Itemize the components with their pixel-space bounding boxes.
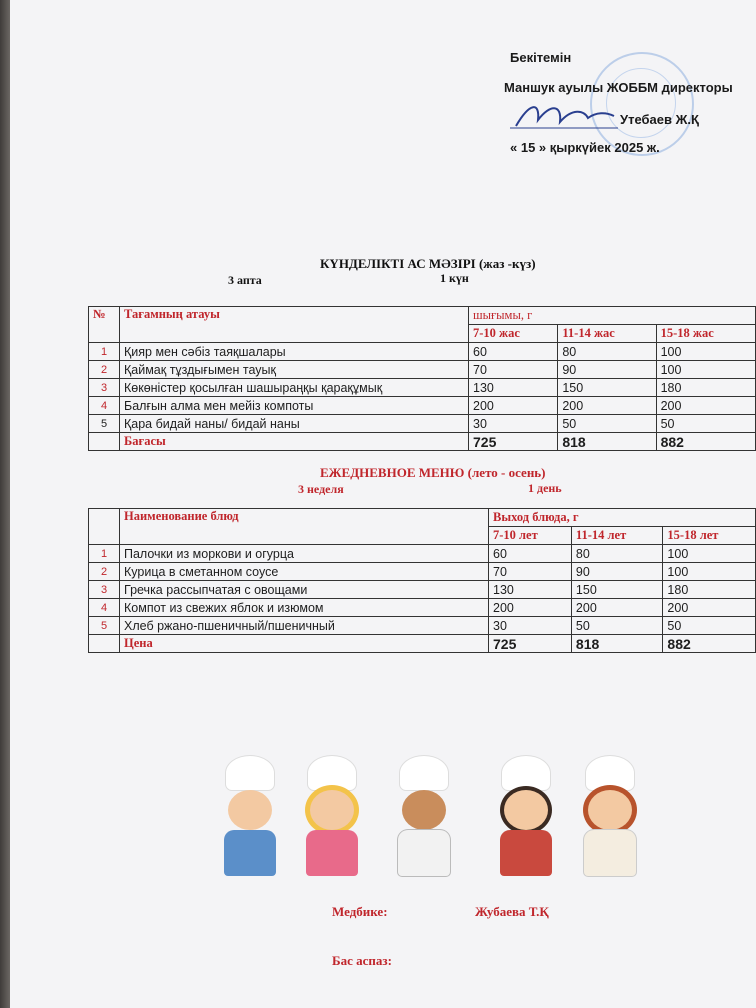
output-value: 180 <box>656 379 755 397</box>
output-value: 100 <box>656 361 755 379</box>
approval-heading: Бекітемін <box>510 50 572 65</box>
row-number: 2 <box>89 563 120 581</box>
dish-name: Көкөністер қосылған шашыраңқы қарақұмық <box>120 379 469 397</box>
output-value: 50 <box>571 617 663 635</box>
total-row <box>89 433 756 451</box>
table-row <box>89 361 756 379</box>
total-value: 725 <box>489 635 572 653</box>
dish-name: Палочки из моркови и огурца <box>120 545 489 563</box>
age-col: 11-14 жас <box>558 325 656 343</box>
empty-cell <box>89 433 120 451</box>
row-number: 3 <box>89 581 120 599</box>
output-value: 70 <box>489 563 572 581</box>
row-number: 4 <box>89 397 120 415</box>
output-value: 100 <box>663 545 756 563</box>
ru-menu-table <box>88 508 756 653</box>
empty-cell <box>89 635 120 653</box>
dish-name: Курица в сметанном соусе <box>120 563 489 581</box>
output-value: 200 <box>663 599 756 617</box>
table-row <box>89 545 756 563</box>
table-row <box>89 397 756 415</box>
table-row <box>89 599 756 617</box>
kz-title: КҮНДЕЛІКТІ АС МӘЗІРІ (жаз -күз) <box>320 256 536 271</box>
output-value: 60 <box>469 343 558 361</box>
table-row <box>89 379 756 397</box>
column-number: № <box>89 307 120 343</box>
table-row <box>89 415 756 433</box>
chef-kid-illustration-icon <box>210 756 290 886</box>
chef-kid-illustration-icon <box>292 756 372 886</box>
kz-week: 3 апта <box>228 273 262 287</box>
dish-name: Компот из свежих яблок и изюмом <box>120 599 489 617</box>
age-col: 7-10 лет <box>489 527 572 545</box>
output-value: 200 <box>489 599 572 617</box>
approval-date: « 15 » қыркүйек 2025 ж. <box>510 140 660 155</box>
total-label: Бағасы <box>120 433 469 451</box>
table-row <box>89 581 756 599</box>
column-output: шығымы, г <box>469 307 756 325</box>
output-value: 80 <box>558 343 656 361</box>
total-value: 882 <box>663 635 756 653</box>
total-label: Цена <box>120 635 489 653</box>
output-value: 200 <box>571 599 663 617</box>
ru-week: 3 неделя <box>298 482 344 496</box>
head-chef-label: Бас аспаз: <box>332 953 392 968</box>
output-value: 180 <box>663 581 756 599</box>
total-row <box>89 635 756 653</box>
age-col: 15-18 жас <box>656 325 755 343</box>
row-number: 1 <box>89 545 120 563</box>
output-value: 90 <box>571 563 663 581</box>
chef-kid-illustration-icon <box>384 756 464 886</box>
total-value: 818 <box>571 635 663 653</box>
age-col: 7-10 жас <box>469 325 558 343</box>
output-value: 100 <box>656 343 755 361</box>
kz-day: 1 күн <box>440 271 469 285</box>
dish-name: Қаймақ тұздығымен тауық <box>120 361 469 379</box>
output-value: 60 <box>489 545 572 563</box>
kz-menu-table <box>88 306 756 451</box>
table-header-row <box>89 509 756 527</box>
photo-edge <box>0 0 10 1008</box>
output-value: 30 <box>469 415 558 433</box>
output-value: 130 <box>489 581 572 599</box>
output-value: 200 <box>558 397 656 415</box>
column-output: Выход блюда, г <box>489 509 756 527</box>
output-value: 200 <box>469 397 558 415</box>
table-row <box>89 563 756 581</box>
dish-name: Қара бидай наны/ бидай наны <box>120 415 469 433</box>
signature-icon <box>510 98 620 132</box>
total-value: 818 <box>558 433 656 451</box>
output-value: 50 <box>663 617 756 635</box>
chef-kid-illustration-icon <box>570 756 650 886</box>
dish-name: Балғын алма мен мейіз компоты <box>120 397 469 415</box>
output-value: 80 <box>571 545 663 563</box>
ru-title: ЕЖЕДНЕВНОЕ МЕНЮ (лето - осень) <box>320 465 546 480</box>
column-number <box>89 509 120 545</box>
output-value: 70 <box>469 361 558 379</box>
chef-kid-illustration-icon <box>486 756 566 886</box>
output-value: 100 <box>663 563 756 581</box>
output-value: 200 <box>656 397 755 415</box>
approval-school: Маншук ауылы ЖОББМ директоры <box>504 80 733 95</box>
table-row <box>89 343 756 361</box>
document-page <box>10 0 756 1008</box>
output-value: 50 <box>656 415 755 433</box>
age-col: 15-18 лет <box>663 527 756 545</box>
total-value: 725 <box>469 433 558 451</box>
total-value: 882 <box>656 433 755 451</box>
nurse-name: Жубаева Т.Қ <box>475 904 549 919</box>
table-header-row <box>89 307 756 325</box>
row-number: 2 <box>89 361 120 379</box>
nurse-label: Медбике: <box>332 904 388 919</box>
row-number: 4 <box>89 599 120 617</box>
output-value: 150 <box>571 581 663 599</box>
output-value: 30 <box>489 617 572 635</box>
age-col: 11-14 лет <box>571 527 663 545</box>
row-number: 3 <box>89 379 120 397</box>
dish-name: Гречка рассыпчатая с овощами <box>120 581 489 599</box>
row-number: 5 <box>89 617 120 635</box>
ru-day: 1 день <box>528 481 562 495</box>
column-dish: Тағамның атауы <box>120 307 469 343</box>
output-value: 90 <box>558 361 656 379</box>
output-value: 50 <box>558 415 656 433</box>
row-number: 1 <box>89 343 120 361</box>
row-number: 5 <box>89 415 120 433</box>
table-row <box>89 617 756 635</box>
dish-name: Хлеб ржано-пшеничный/пшеничный <box>120 617 489 635</box>
dish-name: Қияр мен сәбіз таяқшалары <box>120 343 469 361</box>
approval-signer: Утебаев Ж.Қ <box>620 112 699 127</box>
output-value: 150 <box>558 379 656 397</box>
output-value: 130 <box>469 379 558 397</box>
column-dish: Наименование блюд <box>120 509 489 545</box>
